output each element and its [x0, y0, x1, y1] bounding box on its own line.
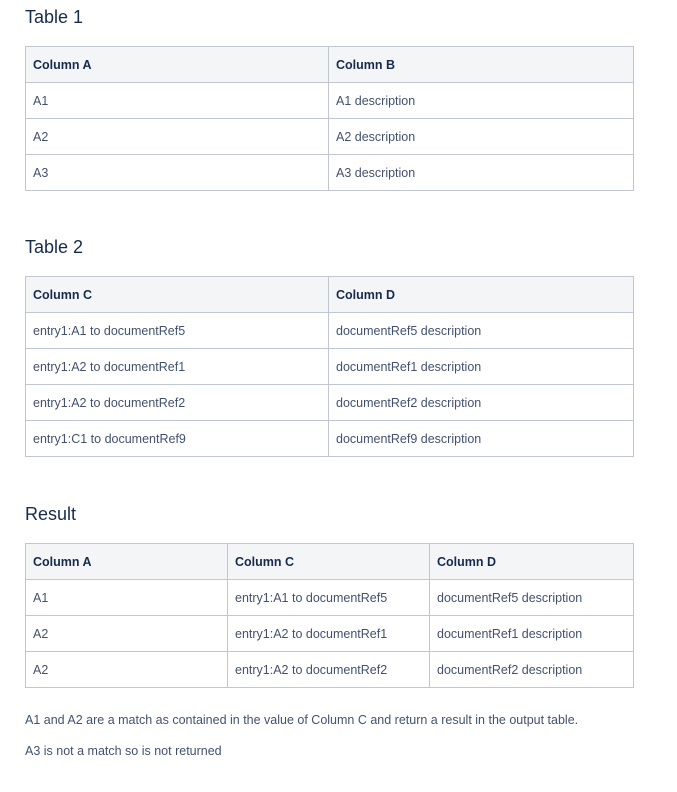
result-cell: A2	[26, 652, 228, 688]
result-header-row	[26, 544, 634, 580]
table-row	[26, 349, 634, 385]
table2-cell: entry1:A2 to documentRef2	[26, 385, 329, 421]
table1-cell: A3 description	[329, 155, 634, 191]
table2	[25, 276, 634, 457]
table2-title: Table 2	[25, 237, 84, 257]
table1-cell: A2	[26, 119, 329, 155]
table2-header-column-c: Column C	[26, 277, 329, 313]
table1-cell: A2 description	[329, 119, 634, 155]
result-header-column-c: Column C	[228, 544, 430, 580]
table-row	[26, 83, 634, 119]
result-table	[25, 543, 634, 688]
table-row	[26, 421, 634, 457]
table2-cell: entry1:A2 to documentRef1	[26, 349, 329, 385]
table-row	[26, 155, 634, 191]
result-cell: entry1:A2 to documentRef2	[228, 652, 430, 688]
table1-header-column-a: Column A	[26, 47, 329, 83]
result-cell: documentRef2 description	[430, 652, 634, 688]
result-cell: A1	[26, 580, 228, 616]
table1-title: Table 1	[25, 7, 84, 27]
table-row	[26, 385, 634, 421]
result-title: Result	[25, 504, 77, 524]
table-row	[26, 652, 634, 688]
result-header-column-a: Column A	[26, 544, 228, 580]
table2-cell: entry1:C1 to documentRef9	[26, 421, 329, 457]
table1-cell: A1	[26, 83, 329, 119]
result-cell: A2	[26, 616, 228, 652]
result-cell: documentRef1 description	[430, 616, 634, 652]
table-row	[26, 580, 634, 616]
table2-cell: documentRef5 description	[329, 313, 634, 349]
table2-cell: documentRef9 description	[329, 421, 634, 457]
table1-cell: A1 description	[329, 83, 634, 119]
match-note: A1 and A2 are a match as contained in the value of Column C and return a result in the output table.	[25, 713, 579, 727]
table-row	[26, 313, 634, 349]
table1	[25, 46, 634, 191]
table2-header-column-d: Column D	[329, 277, 634, 313]
table2-cell: documentRef2 description	[329, 385, 634, 421]
table1-header-column-b: Column B	[329, 47, 634, 83]
table-row	[26, 616, 634, 652]
table2-header-row	[26, 277, 634, 313]
result-header-column-d: Column D	[430, 544, 634, 580]
result-cell: entry1:A1 to documentRef5	[228, 580, 430, 616]
result-cell: entry1:A2 to documentRef1	[228, 616, 430, 652]
table1-header-row	[26, 47, 634, 83]
table2-cell: documentRef1 description	[329, 349, 634, 385]
table2-cell: entry1:A1 to documentRef5	[26, 313, 329, 349]
result-cell: documentRef5 description	[430, 580, 634, 616]
table-row	[26, 119, 634, 155]
no-match-note: A3 is not a match so is not returned	[25, 744, 222, 758]
table1-cell: A3	[26, 155, 329, 191]
